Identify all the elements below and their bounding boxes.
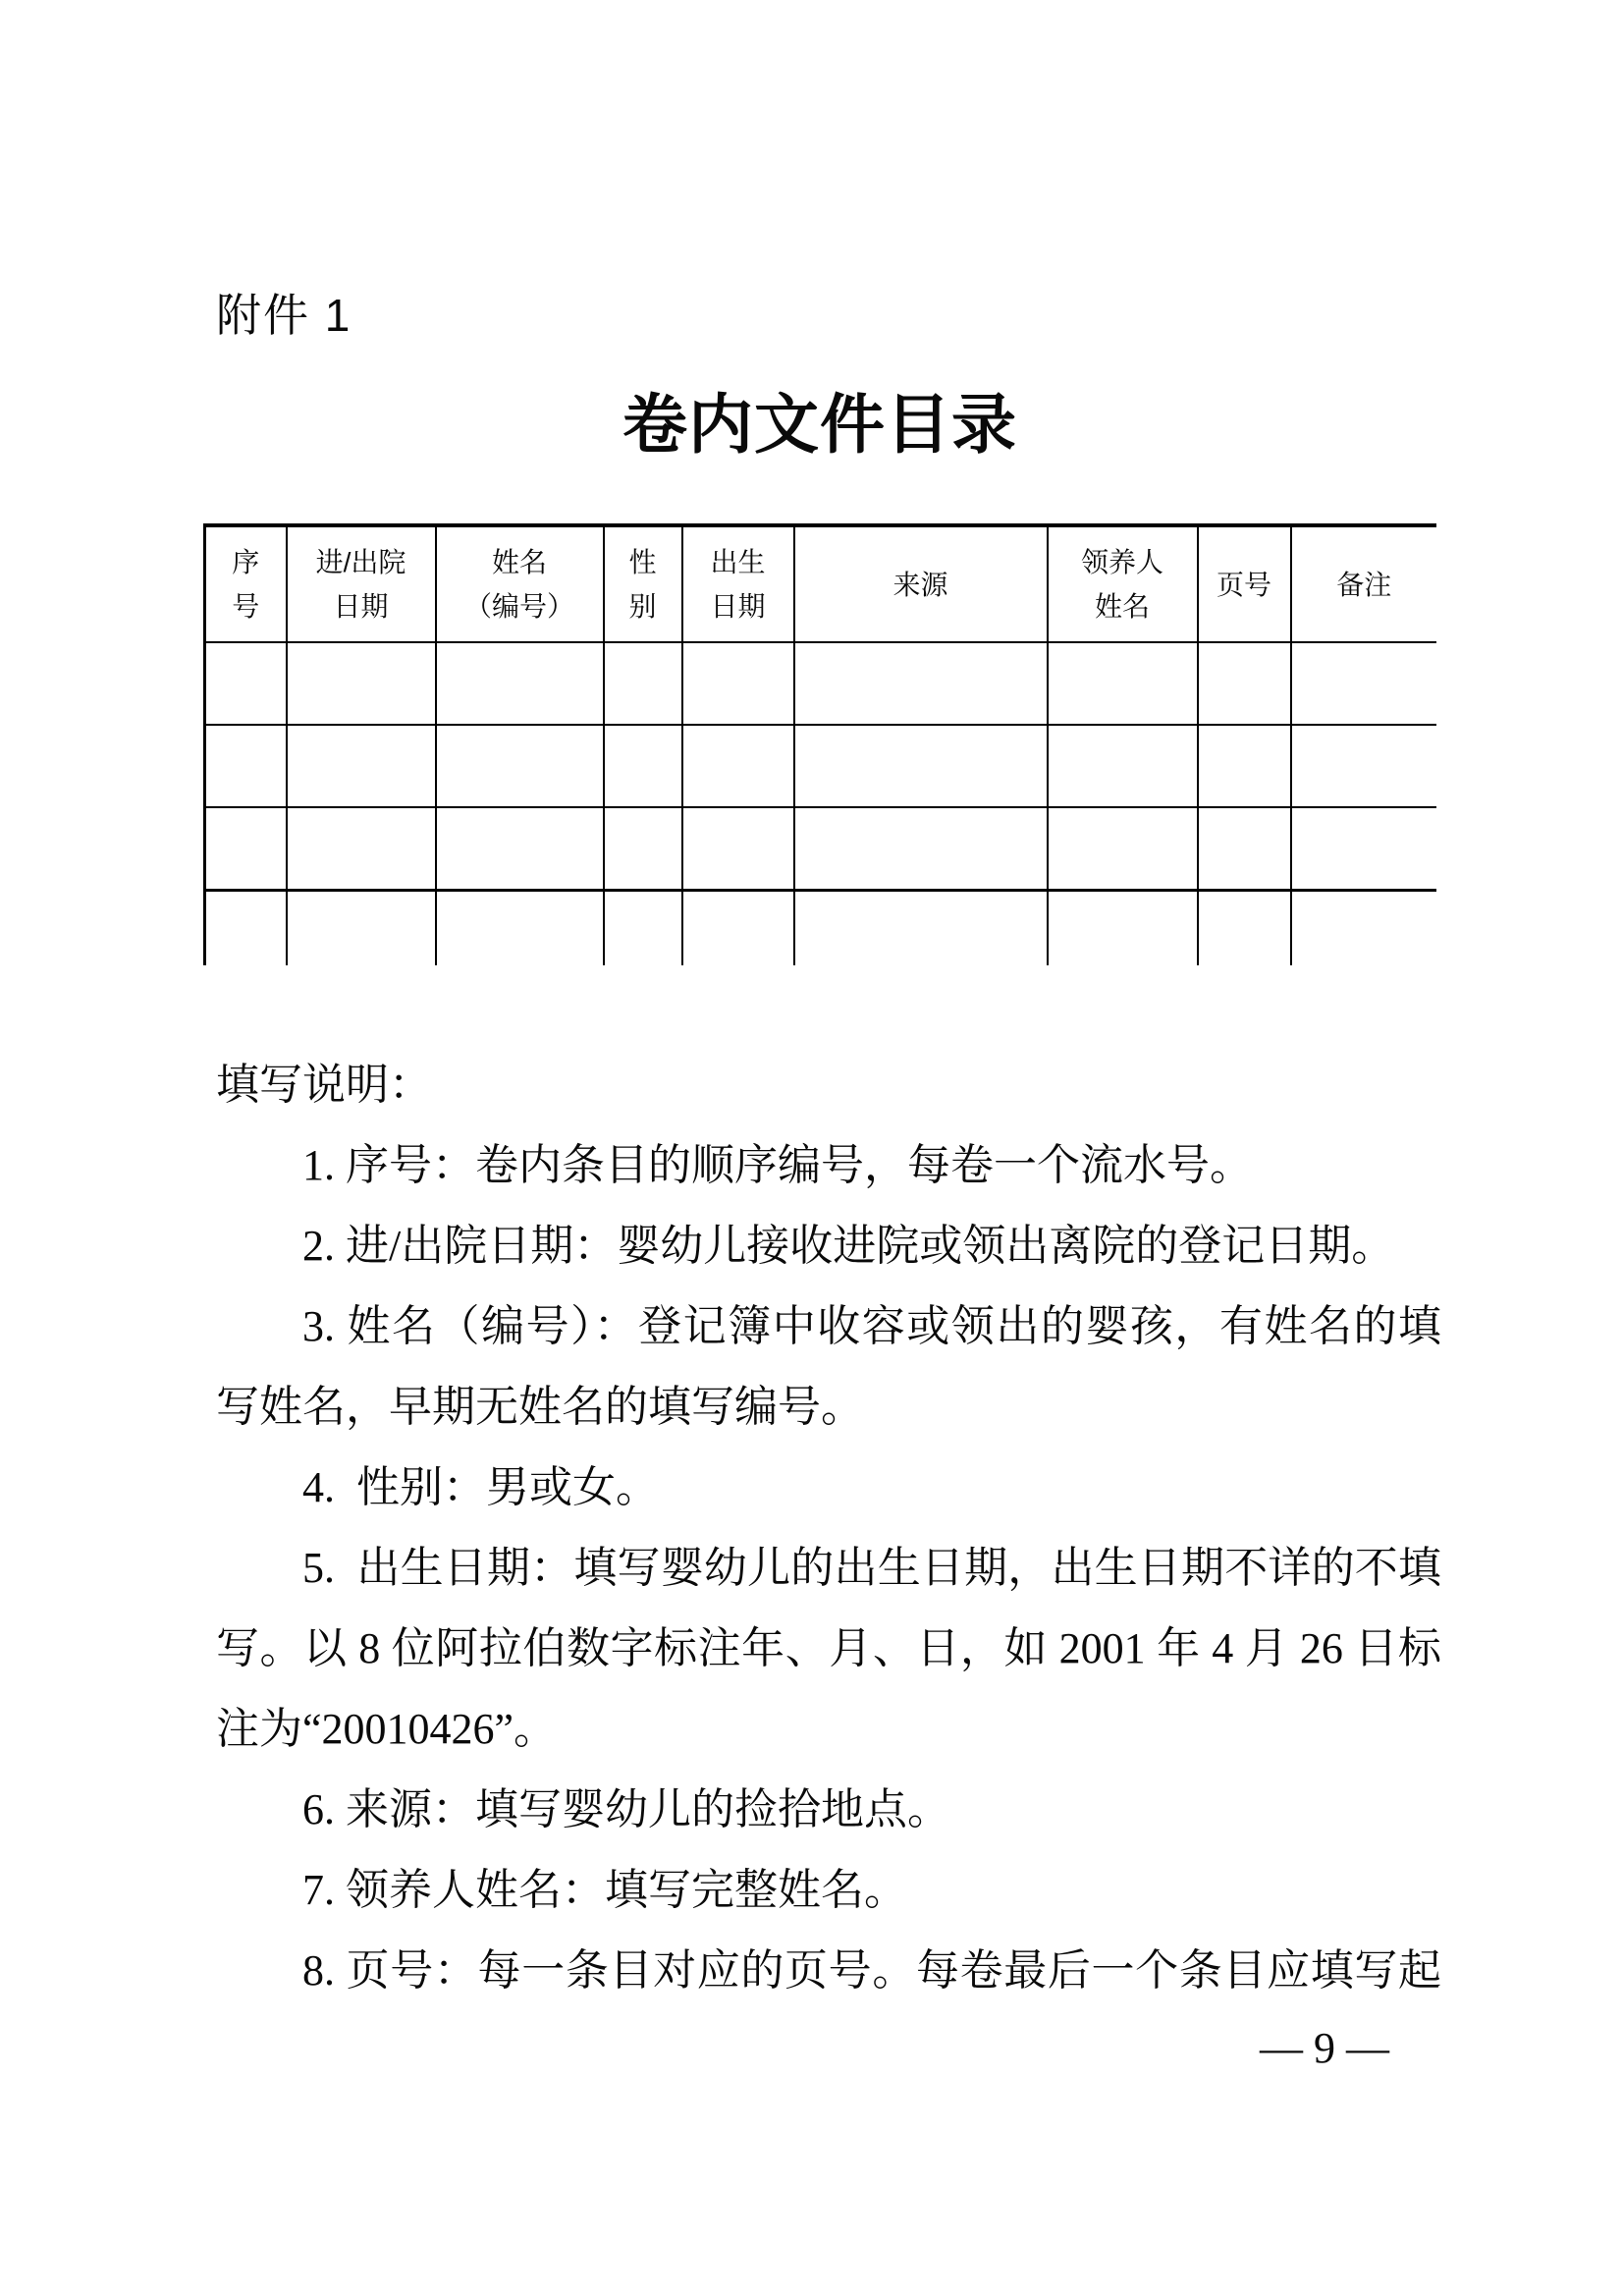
empty-cell [1291,642,1437,725]
table-row [205,725,1437,807]
header-line: 来源 [892,569,948,600]
empty-cell [1198,725,1291,807]
empty-cell [287,642,436,725]
empty-cell [1291,725,1437,807]
instruction-line-7: 7. 领养人姓名：填写完整姓名。 [302,1866,907,1914]
instruction-line-8: 8. 页号：每一条目对应的页号。每卷最后一个条目应填写起 [302,1946,1441,1995]
contents-table [203,523,1436,965]
empty-cell [287,890,436,965]
col-header-admission-discharge-date [287,525,436,642]
empty-cell [682,890,794,965]
instruction-line-3a: 3. 姓名（编号）：登记簿中收容或领出的婴孩，有姓名的填 [302,1302,1441,1350]
header-line: 出生 [710,547,766,577]
empty-cell [205,807,287,890]
empty-cell [604,890,682,965]
empty-cell [682,642,794,725]
empty-cell [1198,642,1291,725]
empty-cell [682,725,794,807]
empty-cell [604,642,682,725]
empty-cell [1048,807,1198,890]
empty-cell [1198,807,1291,890]
instruction-line-4: 4. 性别：男或女。 [302,1463,659,1511]
page-number: — 9 — [1260,2024,1389,2072]
header-line: 日期 [333,591,389,622]
col-header-remarks [1291,525,1437,642]
instruction-line-5a: 5. 出生日期：填写婴幼儿的出生日期，出生日期不详的不填 [302,1544,1441,1592]
table-row [205,807,1437,890]
instruction-line-2: 2. 进/出院日期：婴幼儿接收进院或领出离院的登记日期。 [302,1222,1395,1270]
instruction-line-5b: 写。以 8 位阿拉伯数字标注年、月、日，如 2001 年 4 月 26 日标 [216,1624,1441,1672]
empty-cell [205,890,287,965]
table-row [205,642,1437,725]
empty-cell [205,725,287,807]
header-line: 别 [628,591,657,622]
col-header-page-number [1198,525,1291,642]
empty-cell [682,807,794,890]
instruction-line-3b: 写姓名，早期无姓名的填写编号。 [216,1383,864,1431]
header-line: 序 [232,547,260,577]
col-header-serial-number [205,525,287,642]
header-line: 姓名 [1094,591,1150,622]
header-line: 页号 [1216,569,1271,600]
header-line: 性 [628,547,657,577]
empty-cell [436,642,604,725]
empty-cell [287,725,436,807]
header-line: 日期 [710,591,766,622]
col-header-birth-date [682,525,794,642]
col-header-gender [604,525,682,642]
empty-cell [1198,890,1291,965]
header-line: 姓名 [491,547,547,577]
header-line: 进/出院 [315,547,406,577]
empty-cell [604,807,682,890]
empty-cell [1291,890,1437,965]
attachment-label: 附件 1 [216,290,352,341]
empty-cell [287,807,436,890]
instruction-line-1: 1. 序号：卷内条目的顺序编号，每卷一个流水号。 [302,1141,1253,1189]
empty-cell [794,890,1048,965]
col-header-source [794,525,1048,642]
empty-cell [794,725,1048,807]
directory-table-container [203,523,1436,965]
col-header-name-number [436,525,604,642]
empty-cell [1048,890,1198,965]
empty-cell [1291,807,1437,890]
page-title: 卷内文件目录 [622,390,1017,462]
header-line: （编号） [463,591,574,622]
empty-cell [436,890,604,965]
instructions-heading: 填写说明： [216,1061,432,1109]
empty-cell [1048,725,1198,807]
filling-instructions [216,1045,1441,2011]
empty-cell [604,725,682,807]
col-header-adopter-name [1048,525,1198,642]
header-line: 领养人 [1080,547,1163,577]
empty-cell [436,725,604,807]
empty-cell [1048,642,1198,725]
empty-cell [205,642,287,725]
header-line: 号 [232,591,260,622]
empty-cell [794,807,1048,890]
header-row [205,525,1437,642]
table-row-cut-off [205,890,1437,965]
empty-cell [794,642,1048,725]
header-line: 备注 [1336,569,1392,600]
instruction-line-6: 6. 来源：填写婴幼儿的捡拾地点。 [302,1785,950,1833]
instruction-line-5c: 注为“20010426”。 [216,1705,558,1753]
empty-cell [436,807,604,890]
